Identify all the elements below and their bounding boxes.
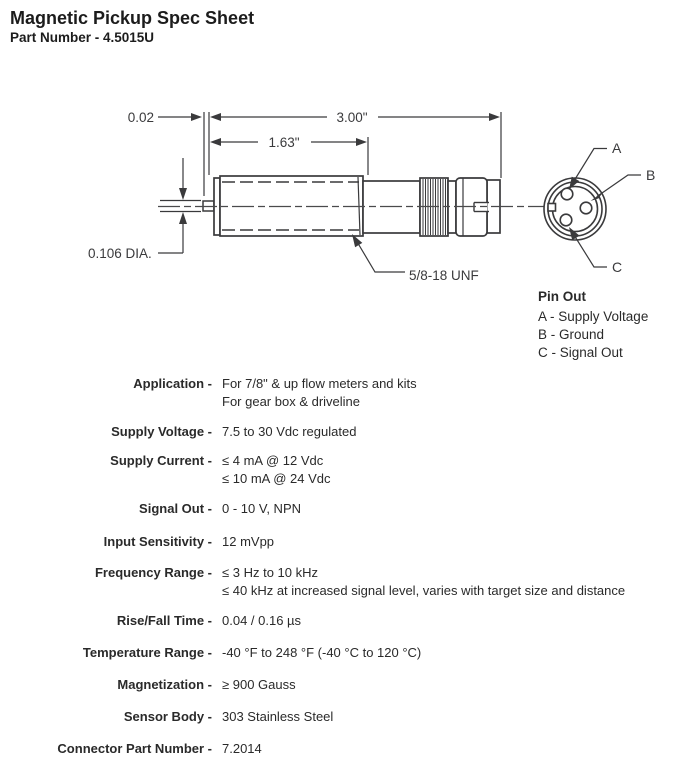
pinout-line-b: B - Ground (538, 327, 605, 342)
spec-value: 303 Stainless Steel (222, 709, 334, 724)
spec-label: Signal Out - (139, 501, 212, 516)
connector-face-view (544, 178, 606, 240)
spec-row-rise-fall-time (0, 612, 682, 630)
part-number: Part Number - 4.5015U (10, 30, 155, 45)
pinout-line-a: A - Supply Voltage (538, 309, 649, 324)
spec-label: Connector Part Number - (57, 741, 212, 756)
pinout-legend (538, 288, 648, 362)
pin-b (580, 202, 592, 214)
spec-row-supply-voltage (0, 423, 682, 441)
spec-value: 0.04 / 0.16 µs (222, 613, 302, 628)
spec-label: Application - (133, 376, 212, 391)
pinout-line-c: C - Signal Out (538, 345, 623, 360)
spec-value: -40 °F to 248 °F (-40 °C to 120 °C) (222, 645, 422, 660)
dim-overall-length: 3.00" (336, 110, 368, 125)
spec-row-sensor-body (0, 708, 682, 726)
spec-value: 7.2014 (222, 741, 262, 756)
dim-body-length: 1.63" (268, 135, 300, 150)
spec-row-frequency-range (0, 564, 682, 600)
page-title: Magnetic Pickup Spec Sheet (10, 8, 255, 28)
pin-c-label: C (612, 259, 623, 275)
spec-row-supply-current (0, 452, 682, 488)
pin-a-label: A (612, 140, 622, 156)
spec-value: 7.5 to 30 Vdc regulated (222, 424, 357, 439)
spec-row-signal-out (0, 500, 682, 518)
spec-value: ≤ 4 mA @ 12 Vdc ≤ 10 mA @ 24 Vdc (222, 453, 331, 486)
pin-b-label: B (646, 167, 656, 183)
pin-c (560, 214, 572, 226)
spec-label: Supply Voltage - (111, 424, 212, 439)
spec-value: For 7/8" & up flow meters and kits For gear box & driveline (222, 376, 417, 409)
spec-row-temperature-range (0, 644, 682, 662)
spec-label: Sensor Body - (123, 709, 212, 724)
spec-label: Magnetization - (117, 677, 212, 692)
spec-row-application (0, 375, 682, 411)
spec-label: Rise/Fall Time - (116, 613, 212, 628)
spec-value: ≥ 900 Gauss (222, 677, 296, 692)
spec-label: Supply Current - (110, 453, 212, 468)
dim-tip-offset: 0.02 (127, 110, 154, 125)
spec-row-input-sensitivity (0, 533, 682, 551)
spec-label: Frequency Range - (94, 565, 212, 580)
spec-label: Input Sensitivity - (103, 534, 212, 549)
connector-key-notch (548, 204, 556, 212)
thread-callout: 5/8-18 UNF (409, 268, 479, 283)
spec-row-connector-part-number (0, 740, 682, 758)
pin-a (561, 188, 573, 200)
pinout-title: Pin Out (538, 289, 586, 304)
spec-value: ≤ 3 Hz to 10 kHz ≤ 40 kHz at increased signal level, varies with target size and distance (222, 565, 626, 598)
spec-row-magnetization (0, 676, 682, 694)
spec-label: Temperature Range - (82, 645, 212, 660)
dim-tip-diameter: 0.106 DIA. (88, 246, 152, 261)
spec-value: 12 mVpp (222, 534, 275, 549)
spec-value: 0 - 10 V, NPN (222, 501, 302, 516)
